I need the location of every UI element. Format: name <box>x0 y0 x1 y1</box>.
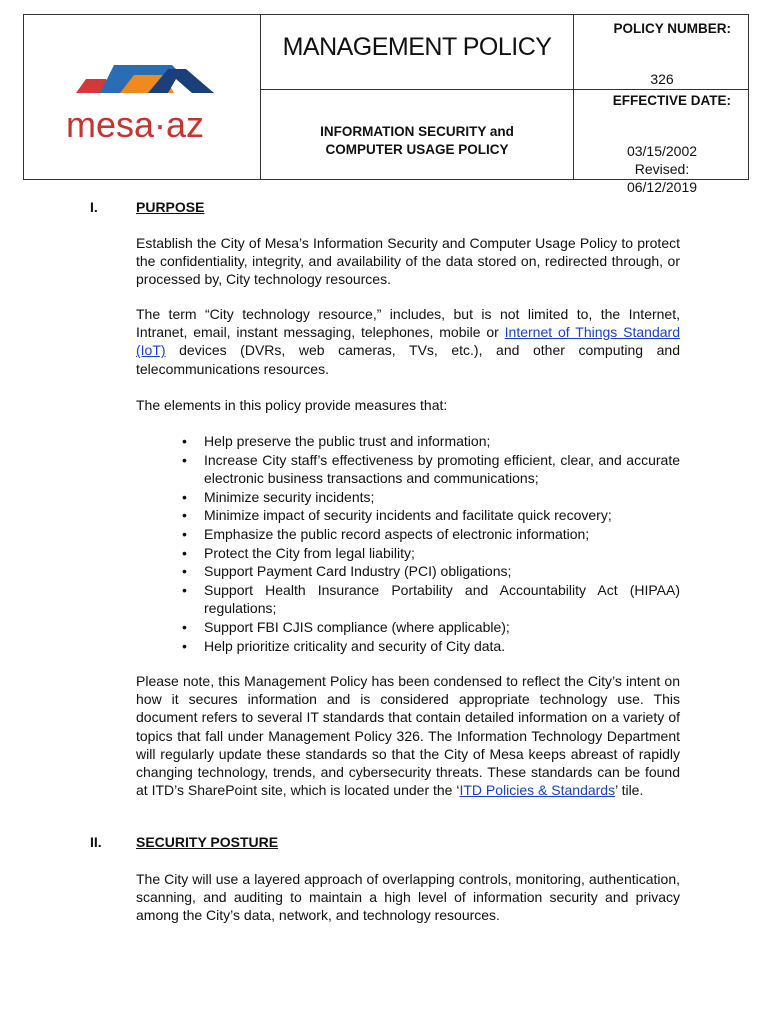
bullet-icon: • <box>182 544 187 561</box>
list-item <box>178 637 680 656</box>
section-number: I. <box>90 199 98 215</box>
list-item <box>178 432 680 451</box>
revised-date-value: 06/12/2019 <box>626 179 698 195</box>
measures-list <box>178 432 680 655</box>
divider <box>260 89 748 90</box>
bullet-icon: • <box>182 488 187 505</box>
revised-label: Revised: <box>634 161 690 177</box>
list-item-text: Support Health Insurance Portability and Accountability Act (HIPAA) regulations; <box>204 581 680 617</box>
paragraph-text: devices (DVRs, web cameras, TVs, etc.), and other computing and telecommunications resources. <box>136 342 680 377</box>
section-title-security: SECURITY POSTURE <box>136 834 279 850</box>
technology-resource-paragraph <box>136 305 680 378</box>
bullet-icon: • <box>182 433 187 449</box>
list-item-text: Support FBI CJIS compliance (where applicable); <box>204 618 510 635</box>
bullet-icon: • <box>182 637 187 654</box>
paragraph-text: ’ tile. <box>615 782 644 799</box>
list-item <box>178 488 680 507</box>
bullet-icon: • <box>182 451 187 468</box>
bullet-icon: • <box>182 507 187 524</box>
list-item <box>178 506 680 525</box>
elements-intro: The elements in this policy provide measures that: <box>136 397 448 413</box>
list-item-text: Support Payment Card Industry (PCI) obligations; <box>204 563 512 580</box>
list-item-text: Help prioritize criticality and security of City data. <box>204 637 506 654</box>
list-item-text: Emphasize the public record aspects of electronic information; <box>204 525 590 542</box>
security-paragraph: The City will use a layered approach of overlapping controls, monitoring, authentication, scanning, and auditing to maintain a high level of information security and privacy among the City’s data, network, and technology resources. <box>136 871 680 924</box>
purpose-paragraph: Establish the City of Mesa’s Information Security and Computer Usage Policy to protect the confidentiality, integrity, and availability of the data stored on, redirected through, or processed by, City technology resources. <box>136 235 680 288</box>
itd-policies-link[interactable]: ITD Policies & Standards <box>459 782 616 799</box>
list-item <box>178 525 680 544</box>
bullet-icon: • <box>182 525 187 542</box>
paragraph-text: The term “City technology resource,” includes, but is not limited to, the Internet, Intranet, email, instant messaging, telephones, mobile or <box>136 306 680 341</box>
list-item-text: Minimize security incidents; <box>204 488 375 505</box>
list-item <box>178 451 680 488</box>
policy-number-label: POLICY NUMBER: <box>613 21 731 36</box>
list-item-text: Help preserve the public trust and information; <box>204 433 491 449</box>
subtitle-line: COMPUTER USAGE POLICY <box>325 142 509 157</box>
list-item <box>178 581 680 618</box>
effective-date-label: EFFECTIVE DATE: <box>612 93 731 108</box>
policy-subtitle <box>262 123 572 159</box>
list-item <box>178 544 680 563</box>
mesa-logo-icon <box>64 55 224 145</box>
policy-number-value: 326 <box>650 71 674 87</box>
bullet-icon: • <box>182 618 187 635</box>
divider <box>260 15 261 179</box>
paragraph-text: Please note, this Management Policy has been condensed to reflect the City’s intent on how it secures information and is considered appropriate technology use. This document refers to several IT standards that contain detailed information on a variety of topics that fall under Management Policy 326. The Information Technology Department will regularly update these standards so that the City of Mesa keeps abreast of rapidly changing technology, trends, and cybersecurity threats. These standards can be found at ITD’s SharePoint site, which is located under the ‘ <box>136 673 680 799</box>
effective-date-block <box>575 142 749 196</box>
header-table <box>23 14 749 195</box>
logo <box>24 15 260 179</box>
divider <box>573 15 574 179</box>
list-item <box>178 562 680 581</box>
bullet-icon: • <box>182 563 187 580</box>
section-title-purpose: PURPOSE <box>136 199 205 215</box>
list-item-text: Increase City staff’s effectiveness by promoting efficient, clear, and accurate electronic business transactions and communications; <box>204 451 680 487</box>
subtitle-line: INFORMATION SECURITY and <box>320 124 514 139</box>
iot-standard-link[interactable]: Internet of Things Standard (IoT) <box>136 324 680 359</box>
page-title: MANAGEMENT POLICY <box>282 33 552 61</box>
section-number: II. <box>90 834 102 850</box>
list-item <box>178 618 680 637</box>
logo-text: mesa·az <box>66 104 205 145</box>
list-item-text: Minimize impact of security incidents and facilitate quick recovery; <box>204 507 612 524</box>
list-item-text: Protect the City from legal liability; <box>204 544 415 561</box>
policy-note-paragraph <box>136 672 680 799</box>
effective-date-value: 03/15/2002 <box>626 143 698 159</box>
bullet-icon: • <box>182 581 187 598</box>
